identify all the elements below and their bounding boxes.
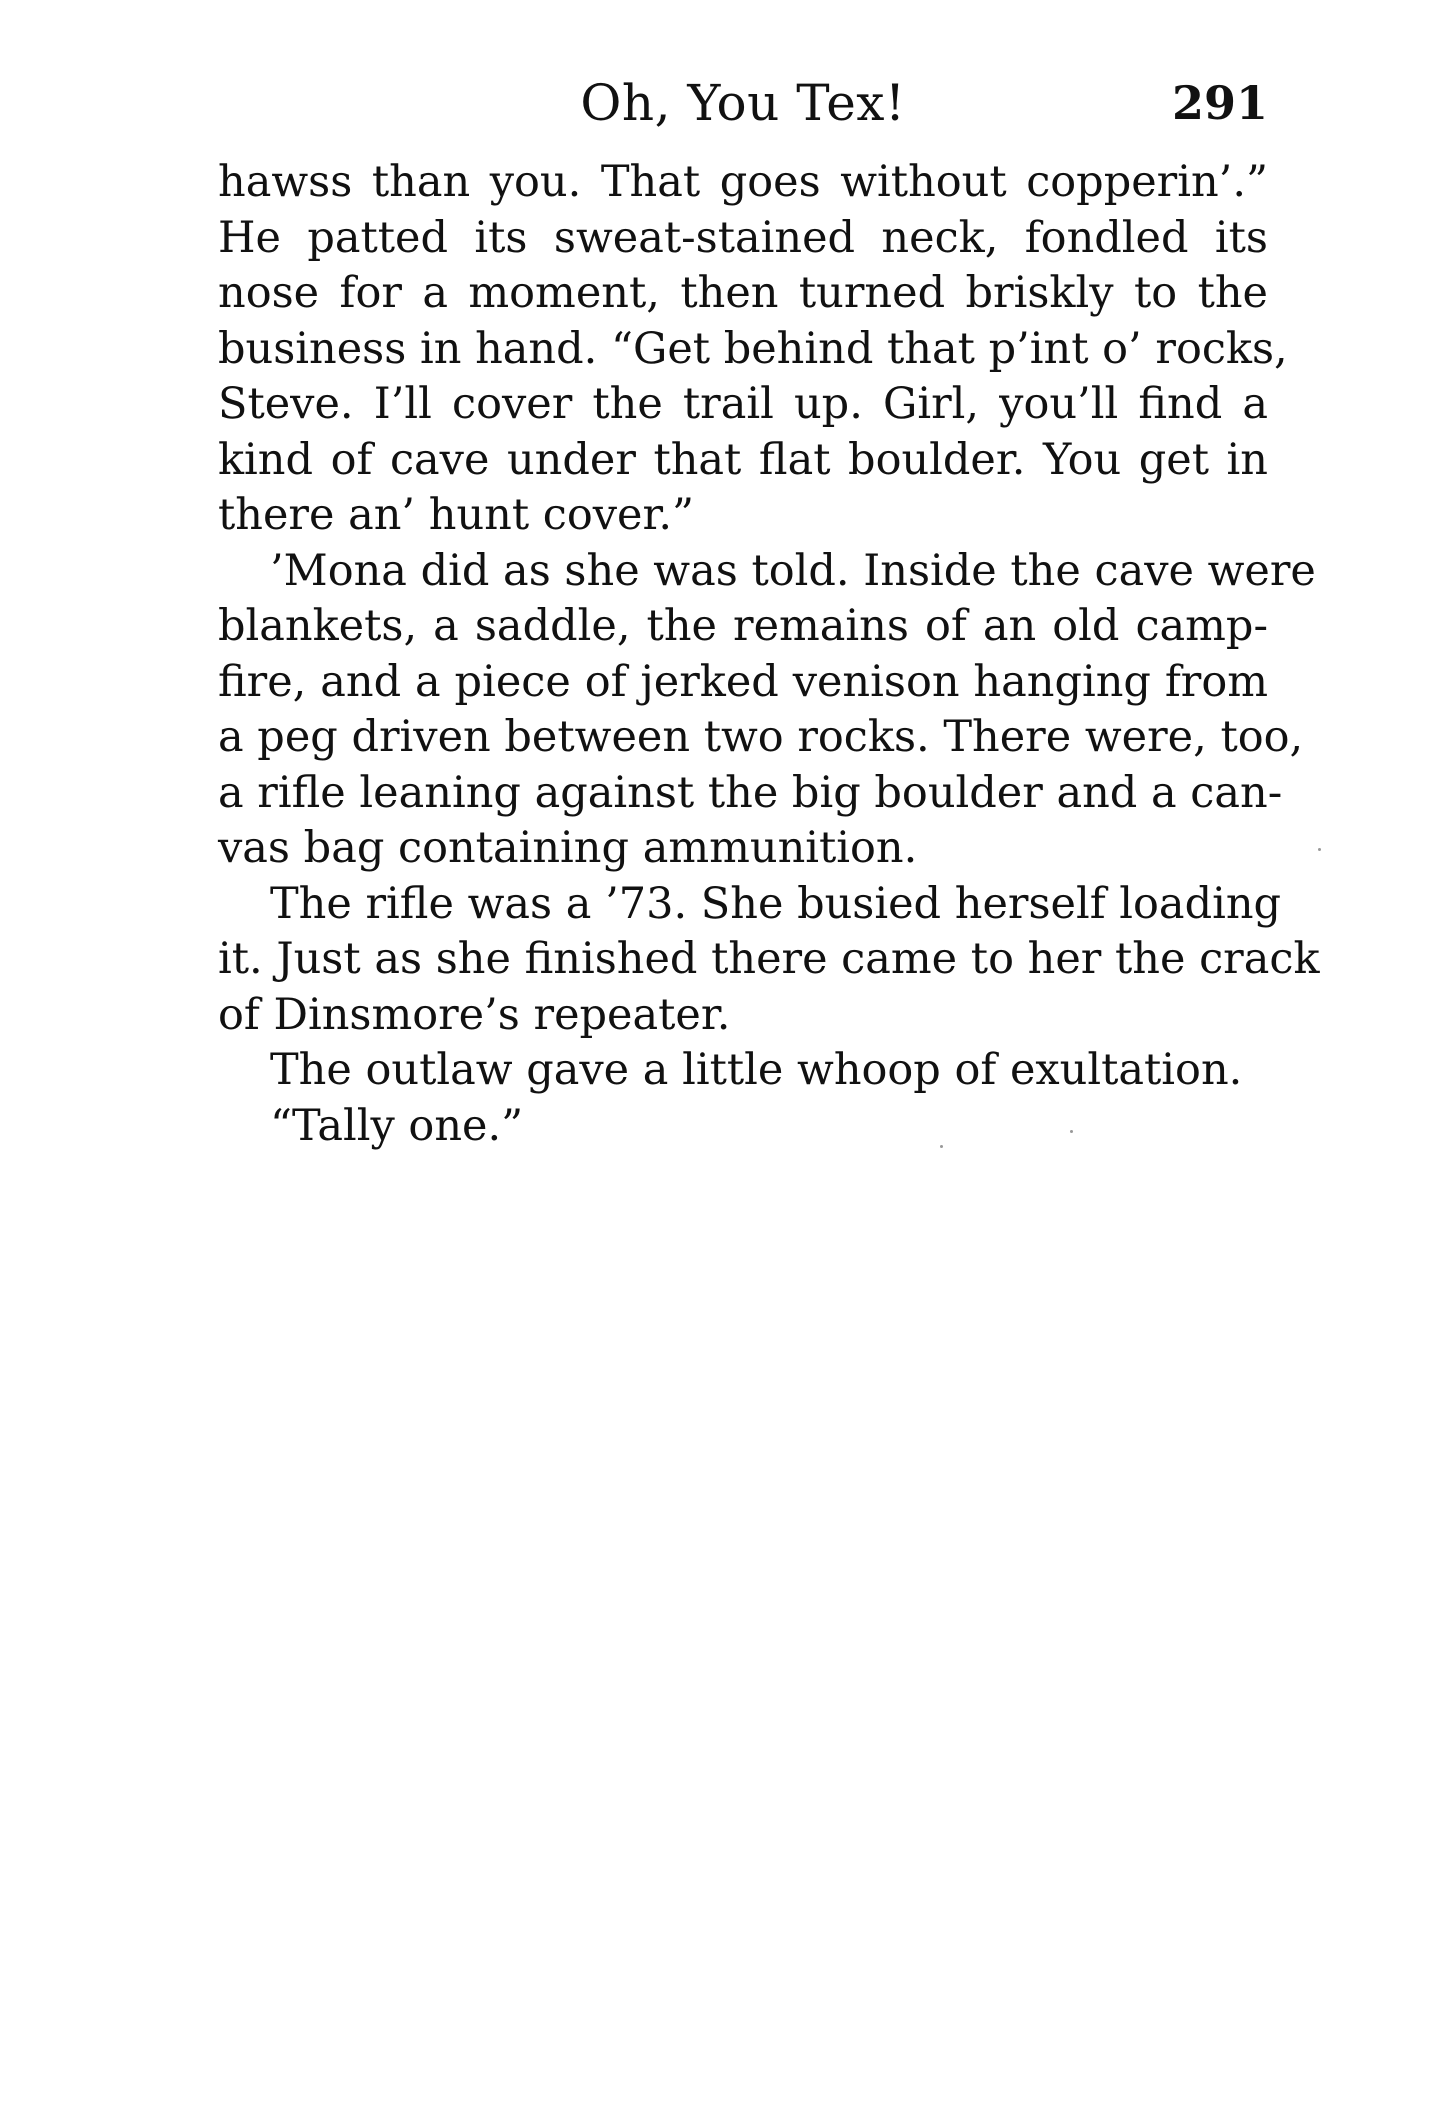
text-line: Steve. I’ll cover the trail up. Girl, you’ll find a xyxy=(218,379,1268,429)
scan-speck xyxy=(940,1145,943,1148)
page-header xyxy=(218,68,1268,138)
text-line: ’Mona did as she was told. Inside the cave were xyxy=(270,545,1316,596)
text-line: The outlaw gave a little whoop of exultation. xyxy=(270,1045,1243,1095)
text-line: The rifle was a ’73. She busied herself loading xyxy=(270,878,1282,929)
body-text xyxy=(218,155,1320,1154)
scan-speck xyxy=(1318,848,1321,851)
text-line: kind of cave under that flat boulder. You get in xyxy=(218,434,1268,485)
text-line: a rifle leaning against the big boulder and a can- xyxy=(218,767,1283,818)
text-line: “Tally one.” xyxy=(270,1100,524,1151)
text-line: vas bag containing ammunition. xyxy=(218,823,918,873)
text-line: He patted its sweat-stained neck, fondled its xyxy=(218,212,1268,263)
text-line: it. Just as she finished there came to her the crack xyxy=(218,934,1320,984)
text-line: nose for a moment, then turned briskly to the xyxy=(218,268,1268,318)
page-number: 291 xyxy=(1171,76,1268,130)
text-line: a peg driven between two rocks. There were, too, xyxy=(218,712,1304,762)
text-line: hawss than you. That goes without copperin’.” xyxy=(218,157,1268,207)
text-line: fire, and a piece of jerked venison hanging from xyxy=(218,656,1268,707)
text-line: blankets, a saddle, the remains of an old camp- xyxy=(218,601,1268,651)
text-line: of Dinsmore’s repeater. xyxy=(218,989,731,1040)
scan-speck xyxy=(1070,1130,1073,1133)
running-title: Oh, You Tex! xyxy=(580,74,906,132)
text-line: there an’ hunt cover.” xyxy=(218,490,694,540)
text-line: business in hand. “Get behind that p’int o’ rocks, xyxy=(218,323,1288,374)
